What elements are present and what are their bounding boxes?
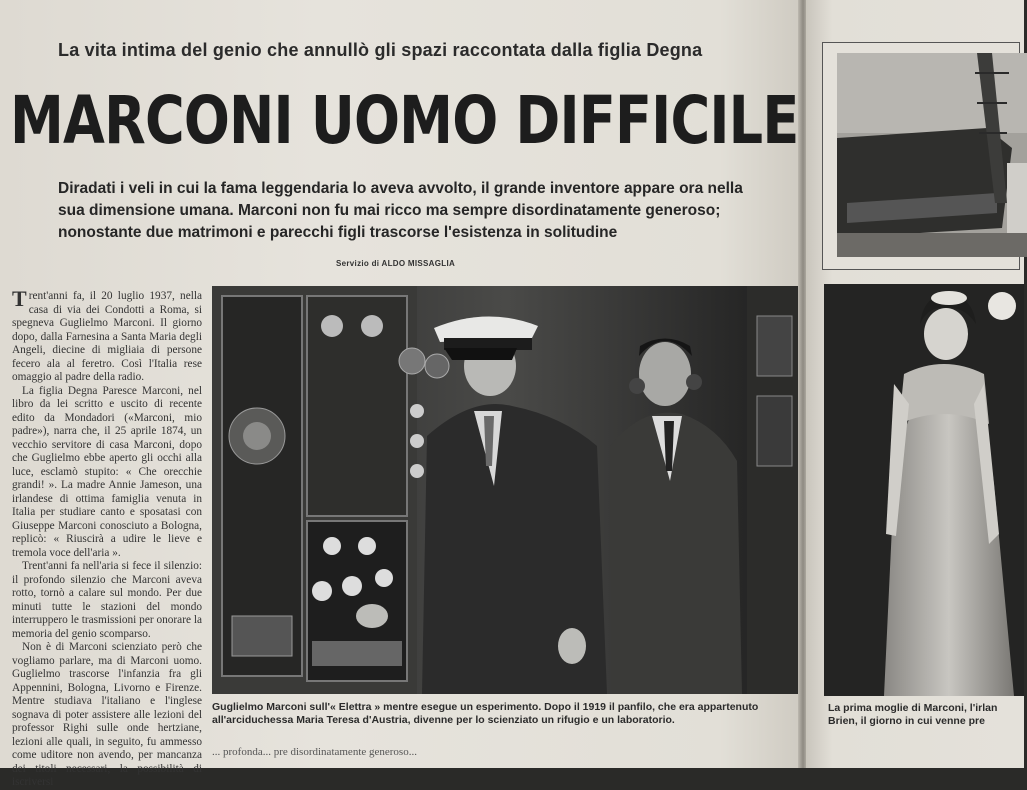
truncated-text: ... profonda... pre disordinatamente generoso... (212, 746, 417, 758)
headline: MARCONI UOMO DIFFICILE (10, 82, 799, 159)
dropcap: T (12, 286, 27, 311)
body-column (12, 286, 202, 790)
ship-photo-drawing (837, 53, 1027, 257)
body-paragraph (12, 286, 202, 385)
wife-photo-drawing (824, 284, 1024, 696)
ship-photo-frame (822, 42, 1020, 270)
ship-photo (837, 53, 1027, 257)
body-paragraph: Non è di Marconi scienziato però che vogliamo parlare, ma di Marconi uomo. Guglielmo trascorse l'infanzia fra gli Appennini, Bologna, Livorno e Firenze. Mentre studiava l'italiano e l'inglese sognava di poter assistere alle lezioni del professor Righi sulle onde hertziane, lezioni alle quali, in seguito, fu ammesso come uditore non avendo, per mancanza dei titoli necessari, la possibilità di iscriversi (12, 641, 202, 788)
deck: Diradati i veli in cui la fama leggendaria lo aveva avvolto, il grande inventore appare ora nella sua dimensione umana. Marconi non fu mai ricco ma sempre disordinatamente generoso; nonostante due matrimoni e parecchi figli trascorse l'esistenza in solitudine (58, 180, 743, 241)
body-paragraph: Trent'anni fa nell'aria si fece il silenzio: il profondo silenzio che Marconi aveva rotto, tornò a calare sul mondo. Per due minuti tutte le stazioni del mondo interruppero le trasmissioni per onorare la memoria del genio scomparso. (12, 560, 202, 640)
body-text: rent'anni fa, il 20 luglio 1937, nella casa di via dei Condotti a Roma, si spegneva Guglielmo Marconi. Il giorno dopo, dalla Farnesina a Santa Maria degli Angeli, diecine di migliaia di persone fecero ala al feretro. Così l'Italia rese omaggio al padre della radio. (12, 290, 202, 383)
kicker: La vita intima del genio che annullò gli spazi raccontata dalla figlia Degna (58, 40, 703, 60)
marconi-photo-drawing (212, 286, 800, 694)
wife-photo-caption (828, 702, 1024, 728)
right-page (806, 0, 1024, 768)
wife-caption-line: La prima moglie di Marconi, l'irlan (828, 702, 998, 714)
photo-caption: Guglielmo Marconi sull'« Elettra » mentre esegue un esperimento. Dopo il 1919 il panfilo, che era appartenuto all'arciduchessa Maria Teresa d'Austria, divenne per lo scienziato un rifugio e un laboratorio. (212, 701, 759, 726)
marconi-photo (212, 286, 800, 694)
wife-photo (824, 284, 1024, 696)
body-paragraph: La figlia Degna Paresce Marconi, nel libro da lei scritto e uscito di recente edito da Mondadori («Marconi, mio padre»), narra che, il 25 aprile 1874, un vecchio servitore di casa Marconi, dopo che Guglielmo ebbe aperto gli occhi alla luce, esclamò stupito: « Che orecchie grandi! ». La madre Annie Jameson, una irlandese di ottima famiglia venuta in Italia per studiare canto e sposatasi con Giuseppe Marconi conosciuto a Bologna, replicò: « Riuscirà a udire le lieve e tremola voce dell'aria ». (12, 384, 202, 559)
wife-caption-line: Brien, il giorno in cui venne pre (828, 715, 985, 727)
byline: Servizio di ALDO MISSAGLIA (336, 259, 456, 268)
